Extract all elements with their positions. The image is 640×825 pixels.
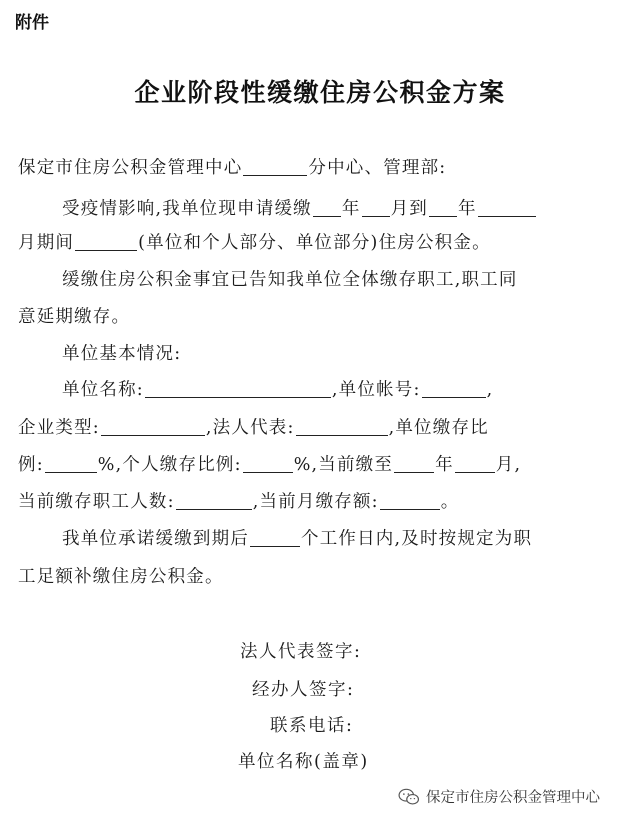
p3-text-b: 个工作日内,及时按规定为职 <box>301 529 533 549</box>
unit-account-field[interactable] <box>422 379 486 398</box>
trailing-comma: , <box>486 380 494 400</box>
blank-start-year[interactable] <box>313 198 341 217</box>
unit-ratio-label: ,单位缴存比 <box>388 418 489 438</box>
paid-to-year-field[interactable] <box>394 454 434 473</box>
addressee-suffix: 分中心、管理部: <box>308 158 447 178</box>
unit-name-field[interactable] <box>145 379 331 398</box>
p3-text: 我单位承诺缓缴到期后 <box>62 529 249 549</box>
legal-rep-label: ,法人代表: <box>205 418 295 438</box>
paid-to-month-field[interactable] <box>455 454 495 473</box>
paragraph-3-line-1 <box>62 527 532 551</box>
unit-seal: 单位名称(盖章) <box>238 752 369 772</box>
paragraph-2-line-1: 缓缴住房公积金事宜已告知我单位全体缴存职工,职工同 <box>62 270 518 290</box>
paragraph-2-line-2: 意延期缴存。 <box>18 307 131 327</box>
legal-rep-field[interactable] <box>296 417 388 436</box>
unit-name-label: 单位名称: <box>62 380 144 400</box>
enterprise-type-field[interactable] <box>101 417 205 436</box>
blank-period[interactable] <box>75 232 137 251</box>
blank-end-month[interactable] <box>478 198 536 217</box>
employee-count-field[interactable] <box>176 491 252 510</box>
wechat-icon <box>398 788 420 806</box>
paid-to-month-label: 月, <box>495 455 522 475</box>
workdays-field[interactable] <box>250 528 300 547</box>
enterprise-type-label: 企业类型: <box>18 418 100 438</box>
addressee-text: 保定市住房公积金管理中心 <box>18 158 243 178</box>
paragraph-1-line-2 <box>18 231 491 255</box>
unit-account-label: ,单位帐号: <box>331 380 421 400</box>
monthly-amount-field[interactable] <box>380 491 440 510</box>
monthly-amount-label: ,当前月缴存额: <box>252 492 379 512</box>
document-title: 企业阶段性缓缴住房公积金方案 <box>134 78 506 107</box>
paragraph-1-line-1 <box>62 197 537 221</box>
unit-ratio-field[interactable] <box>45 454 97 473</box>
contact-phone: 联系电话: <box>270 716 354 736</box>
p1-month-to-label: 月到 <box>390 199 428 219</box>
personal-ratio-label: %,个人缴存比例: <box>97 455 242 475</box>
basic-info-heading: 单位基本情况: <box>62 344 182 364</box>
personal-ratio-field[interactable] <box>243 454 293 473</box>
p1-text: 受疫情影响,我单位现申请缓缴 <box>62 199 312 219</box>
ratio-line <box>18 453 521 477</box>
legal-rep-signature: 法人代表签字: <box>240 642 362 662</box>
footer-source <box>398 786 600 807</box>
employee-count-label: 当前缴存职工人数: <box>18 492 175 512</box>
addressee-line <box>18 156 446 180</box>
unit-name-line <box>62 378 493 402</box>
blank-sub-center[interactable] <box>243 157 307 176</box>
handler-signature: 经办人签字: <box>252 680 355 700</box>
p1-scope-text: (单位和个人部分、单位部分)住房公积金。 <box>138 233 491 253</box>
ratio-cont-label: 例: <box>18 455 44 475</box>
attachment-label: 附件 <box>15 13 49 33</box>
paid-to-label: %,当前缴至 <box>293 455 394 475</box>
p1-year2-label: 年 <box>457 199 477 219</box>
footer-source-text: 保定市住房公积金管理中心 <box>426 790 600 806</box>
p1-period-label: 月期间 <box>18 233 75 253</box>
paragraph-3-line-2: 工足额补缴住房公积金。 <box>18 567 224 587</box>
period-mark: 。 <box>440 492 460 512</box>
blank-start-month[interactable] <box>362 198 390 217</box>
blank-end-year[interactable] <box>429 198 457 217</box>
p1-year-label: 年 <box>341 199 361 219</box>
enterprise-type-line <box>18 416 489 440</box>
employee-line <box>18 490 459 514</box>
paid-to-year-label: 年 <box>435 455 454 475</box>
